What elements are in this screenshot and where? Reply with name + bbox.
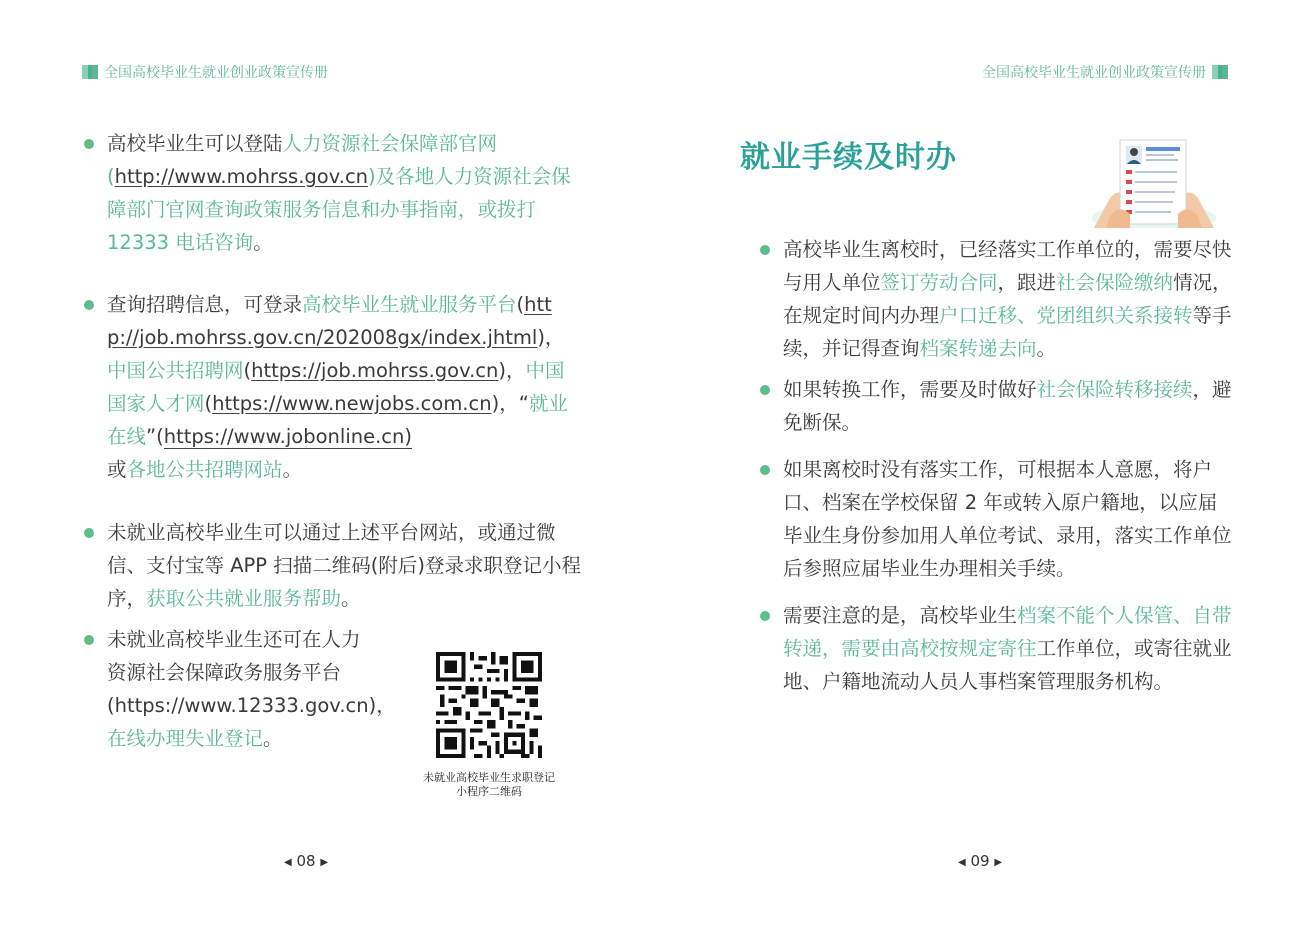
text: 。: [253, 231, 273, 254]
text: ，避免断保。: [783, 378, 1232, 434]
page-number-value: 08: [296, 852, 316, 870]
qr-caption-line: 未就业高校毕业生求职登记: [423, 771, 555, 784]
highlight: 中国国家人才网: [107, 359, 565, 415]
text: 情况，在规定时间内办理: [783, 271, 1232, 327]
highlight: 高校毕业生就业服务平台: [302, 293, 517, 316]
text: 等手续，并记得查询: [783, 304, 1232, 360]
public-recruit-link[interactable]: https://job.mohrss.gov.cn: [251, 359, 499, 382]
resume-hands-illustration: [1090, 138, 1218, 228]
right-header-title: 全国高校毕业生就业创业政策宣传册: [982, 65, 1206, 81]
text: 高校毕业生离校时，已经落实工作单位的，需要尽快与用人单位: [783, 238, 1232, 294]
text: 未就业高校毕业生可以通过上述平台网站，或通过微信、支付宝等 APP 扫描二维码(附后)登录求职登记小程序，: [107, 521, 581, 610]
left-page-number: [284, 852, 328, 870]
text: ”(: [146, 425, 164, 448]
triangle-left-icon: ◀: [958, 857, 966, 868]
text: )，: [537, 326, 565, 349]
header-book-icon: [82, 65, 98, 79]
text: 。: [263, 727, 283, 750]
left-header-title: 全国高校毕业生就业创业政策宣传册: [104, 65, 328, 81]
text: 或: [107, 458, 127, 481]
highlight: 档案转递去向: [919, 337, 1037, 360]
page-number-value: 09: [970, 852, 990, 870]
right-page-content: [758, 233, 1236, 698]
text: 需要注意的是，高校毕业生: [783, 604, 1018, 627]
text: )，: [498, 359, 526, 382]
highlight: 在线办理失业登记: [107, 727, 264, 750]
right-item-4: [758, 599, 1236, 698]
highlight: 户口迁移、党团组织关系接转: [939, 304, 1193, 327]
highlight: )及各地人力资源社会保障部门官网查询政策服务信息和办事指南，或拨打 12333 电话咨询: [107, 165, 571, 254]
right-item-3: [758, 453, 1236, 585]
page-title: 就业手续及时办: [740, 140, 957, 175]
text: 查询招聘信息，可登录: [107, 293, 303, 316]
text: (: [516, 293, 525, 316]
highlight: 中国公共招聘网: [107, 359, 244, 382]
text: (: [243, 359, 252, 382]
left-item-3: [82, 516, 582, 615]
right-item-1: [758, 233, 1236, 365]
highlight: 人力资源社会保障部官网: [282, 132, 498, 155]
job-platform-link[interactable]: http://job.mohrss.gov.cn/202008gx/index.jhtml: [107, 293, 552, 349]
newjobs-link[interactable]: https://www.newjobs.com.cn: [212, 392, 492, 415]
highlight: 就业在线: [107, 392, 568, 448]
text: (: [204, 392, 213, 415]
highlight: 签订劳动合同: [880, 271, 998, 294]
right-running-header: [982, 62, 1228, 82]
left-item-4: [82, 623, 396, 755]
right-item-2: [758, 373, 1236, 439]
highlight: 档案不能个人保管、自带转递，需要由高校按规定寄往: [783, 604, 1232, 660]
text: ，跟进: [997, 271, 1057, 294]
text: )，“: [491, 392, 529, 415]
right-page-number: [958, 852, 1002, 870]
triangle-right-icon: ▶: [994, 857, 1003, 868]
text: 未就业高校毕业生还可在人力资源社会保障政务服务平台 (https://www.12333.gov.cn)，: [107, 628, 396, 717]
text: 。: [282, 458, 303, 481]
highlight: 获取公共就业服务帮助: [146, 587, 342, 610]
qr-caption: [398, 771, 580, 799]
triangle-right-icon: ▶: [320, 857, 329, 868]
text: (: [107, 165, 115, 188]
left-running-header: [82, 62, 328, 82]
mohrss-link[interactable]: http://www.mohrss.gov.cn: [114, 165, 369, 188]
qr-code-image[interactable]: [436, 652, 542, 758]
highlight: 社会保险缴纳: [1056, 271, 1174, 294]
text: 工作单位，或寄往就业地、户籍地流动人员人事档案管理服务机构。: [783, 637, 1232, 693]
text: 。: [341, 587, 361, 610]
header-book-icon: [1212, 65, 1228, 79]
text: 高校毕业生可以登陆: [107, 132, 283, 155]
left-item-1: [82, 127, 582, 259]
highlight: 各地公共招聘网站: [126, 458, 283, 481]
text: 。: [1036, 337, 1057, 360]
triangle-left-icon: ◀: [284, 857, 292, 868]
left-item-2: [82, 288, 582, 486]
text: 如果离校时没有落实工作，可根据本人意愿，将户口、档案在学校保留 2 年或转入原户籍地，以应届毕业生身份参加用人单位考试、录用，落实工作单位后参照应届毕业生办理相关手续。: [783, 458, 1232, 580]
highlight: 社会保险转移接续: [1036, 378, 1193, 401]
jobonline-link[interactable]: https://www.jobonline.cn): [163, 425, 412, 448]
text: 如果转换工作，需要及时做好: [783, 378, 1037, 401]
qr-caption-line: 小程序二维码: [456, 785, 522, 798]
